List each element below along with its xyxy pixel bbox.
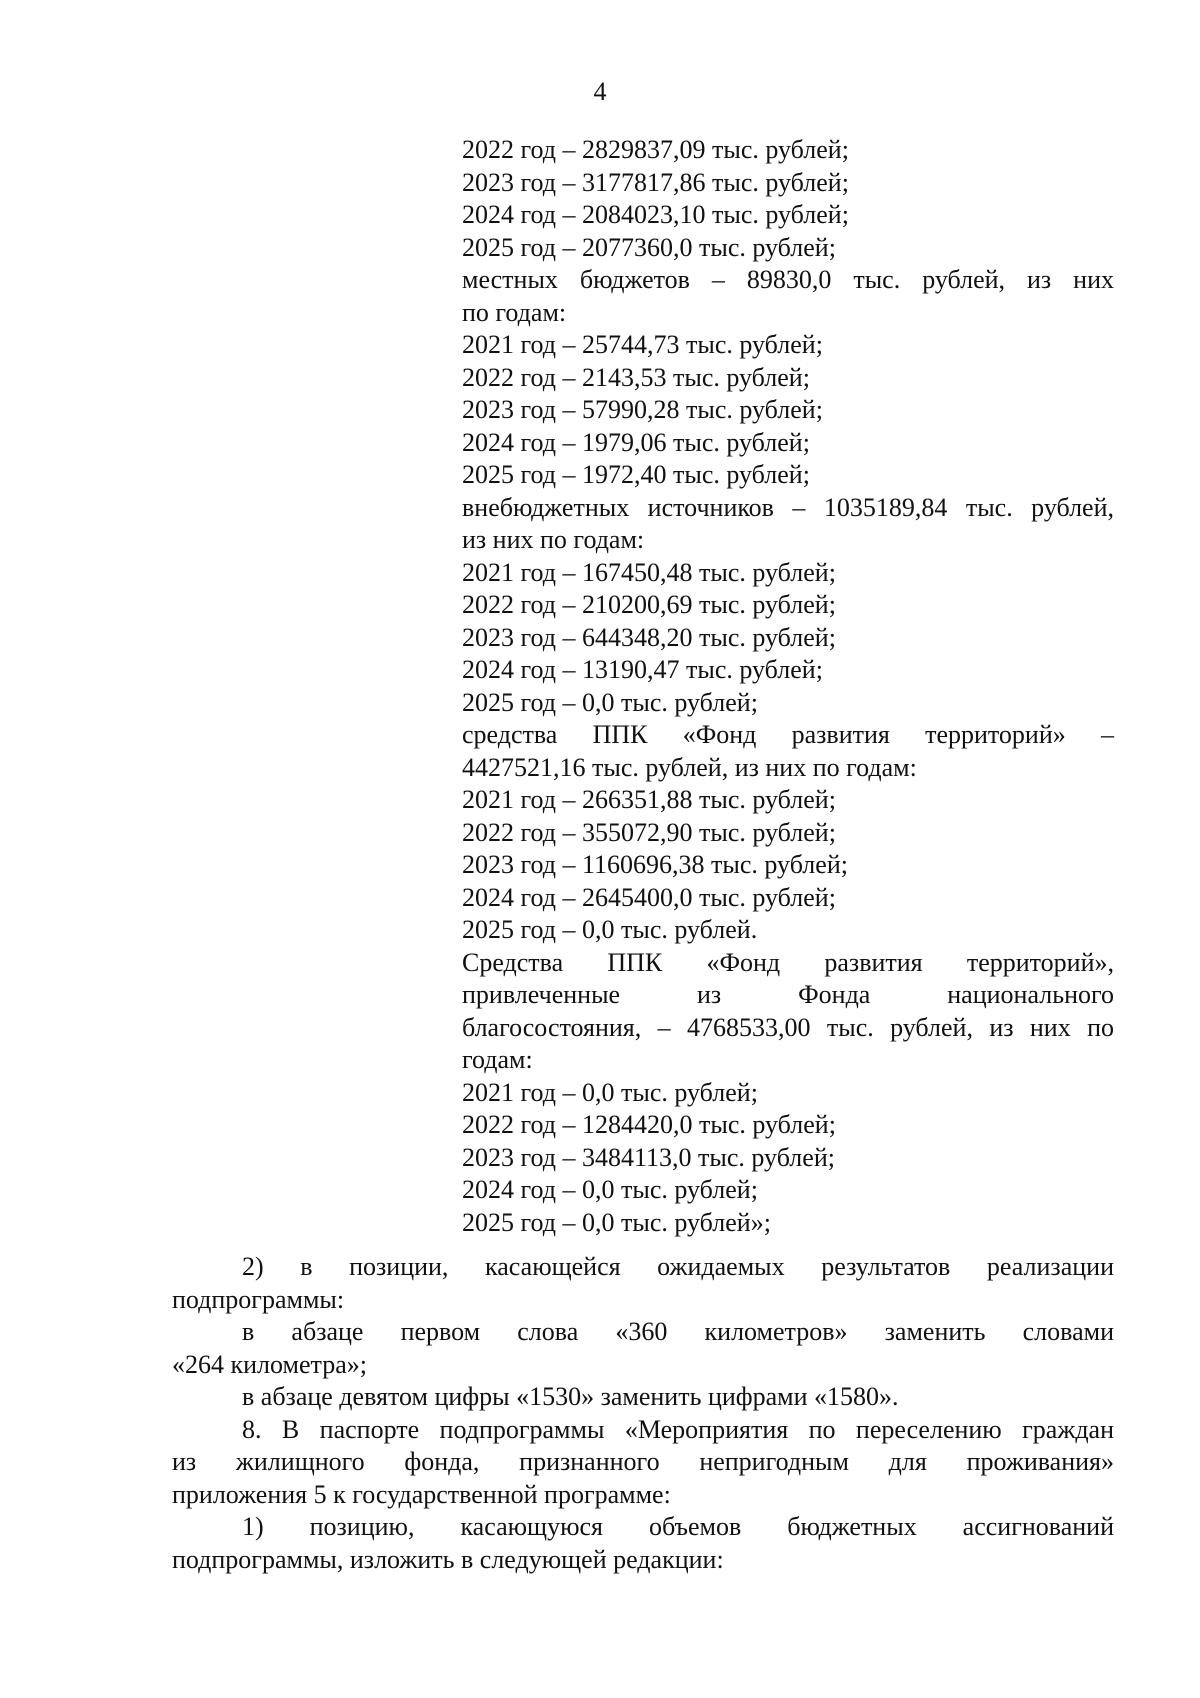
funding-line: 2025 год – 0,0 тыс. рублей; [462,687,758,717]
funding-line: благосостояния, – 4768533,00 тыс. рублей, из них по [462,1012,1114,1042]
paragraph-line: в абзаце девятом цифры «1530» заменить цифрами «1580». [242,1382,899,1411]
paragraph-line: из жилищного фонда, признанного непригодным для проживания» [172,1447,1114,1476]
funding-line: 2022 год – 2829837,09 тыс. рублей; [462,135,849,164]
funding-line: 2023 год – 3177817,86 тыс. рублей; [462,167,849,197]
funding-line: 2022 год – 2143,53 тыс. рублей; [462,362,810,392]
paragraph-line: в абзаце первом слова «360 километров» заменить словами [242,1317,1114,1346]
funding-line: 2023 год – 57990,28 тыс. рублей; [462,395,823,424]
funding-line: 2023 год – 644348,20 тыс. рублей; [462,622,836,652]
funding-line: привлеченные из Фонда национального [462,980,1114,1009]
funding-line: 2022 год – 1284420,0 тыс. рублей; [462,1110,836,1139]
funding-line: 2025 год – 0,0 тыс. рублей»; [462,1207,771,1237]
funding-line: внебюджетных источников – 1035189,84 тыс. рублей, [462,492,1114,522]
funding-line: 2024 год – 13190,47 тыс. рублей; [462,655,823,684]
page-number: 4 [593,77,607,106]
funding-line: местных бюджетов – 89830,0 тыс. рублей, из них [462,265,1114,294]
paragraph-line: подпрограммы, изложить в следующей редакции: [172,1544,724,1574]
amendment-paragraphs [172,1251,1114,1576]
funding-line: 2022 год – 355072,90 тыс. рублей; [462,817,836,847]
funding-line: 2024 год – 0,0 тыс. рублей; [462,1175,758,1204]
funding-line: 2021 год – 266351,88 тыс. рублей; [462,785,836,814]
paragraph-line: «264 километра»; [172,1349,367,1379]
funding-line: из них по годам: [462,525,645,554]
funding-line: 2024 год – 2084023,10 тыс. рублей; [462,200,849,229]
funding-line: 2023 год – 3484113,0 тыс. рублей; [462,1142,835,1172]
funding-line: 4427521,16 тыс. рублей, из них по годам: [462,752,917,782]
paragraph-line: приложения 5 к государственной программе: [172,1479,671,1509]
funding-line: 2021 год – 0,0 тыс. рублей; [462,1077,758,1107]
funding-line: 2022 год – 210200,69 тыс. рублей; [462,590,836,619]
funding-line: 2025 год – 2077360,0 тыс. рублей; [462,232,836,262]
funding-line: средства ППК «Фонд развития территорий» – [462,720,1114,749]
funding-line: 2025 год – 0,0 тыс. рублей. [462,915,758,944]
funding-line: 2023 год – 1160696,38 тыс. рублей; [462,850,848,879]
funding-line: по годам: [462,297,567,327]
funding-line: 2024 год – 1979,06 тыс. рублей; [462,427,810,457]
funding-line: 2024 год – 2645400,0 тыс. рублей; [462,882,836,912]
funding-line: годам: [462,1045,533,1074]
funding-line: 2021 год – 167450,48 тыс. рублей; [462,557,836,587]
funding-line: 2021 год – 25744,73 тыс. рублей; [462,330,823,359]
paragraph-line: подпрограммы: [172,1284,345,1314]
paragraph-line: 2) в позиции, касающейся ожидаемых результатов реализации [242,1252,1114,1281]
funding-list [462,134,1114,1239]
paragraph-line: 1) позицию, касающуюся объемов бюджетных ассигнований [242,1512,1114,1541]
funding-line: 2025 год – 1972,40 тыс. рублей; [462,460,810,489]
paragraph-line: 8. В паспорте подпрограммы «Мероприятия по переселению граждан [242,1414,1114,1444]
funding-line: Средства ППК «Фонд развития территорий», [462,947,1114,977]
